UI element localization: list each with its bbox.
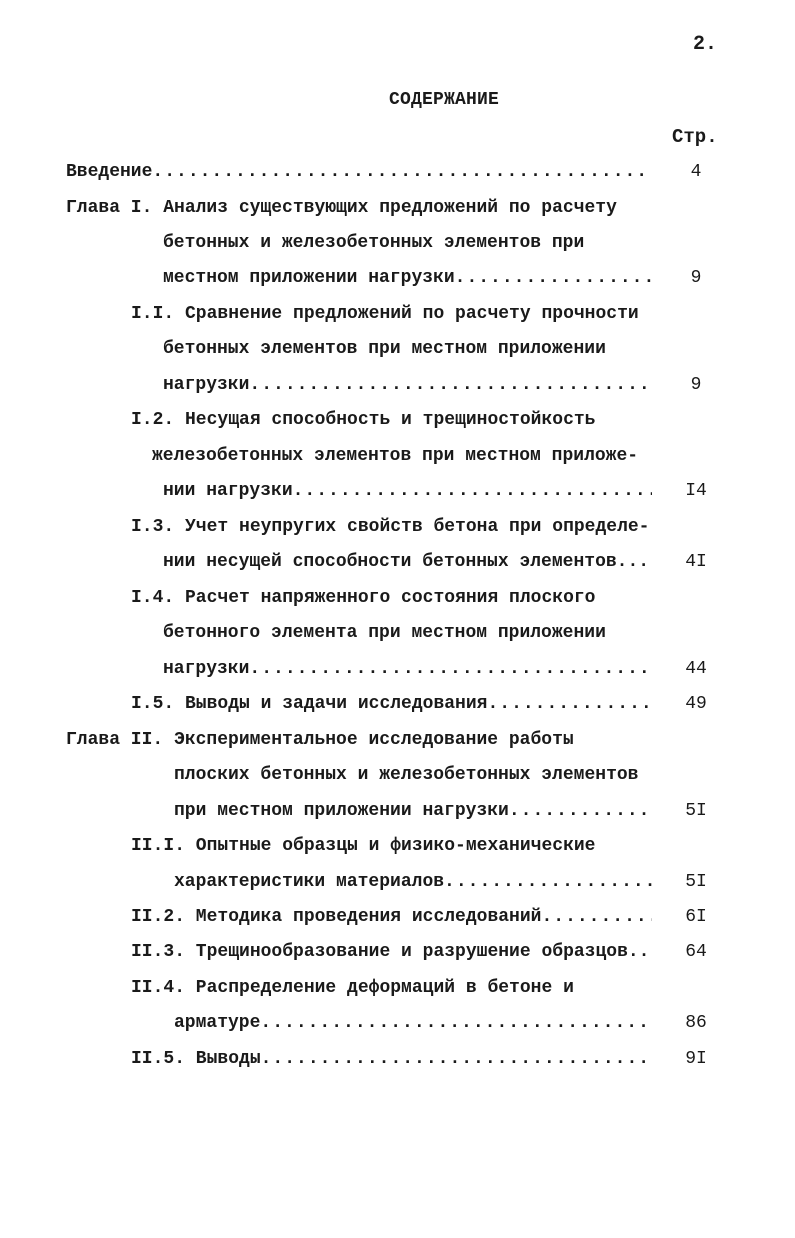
toc-entry-text <box>131 940 652 964</box>
toc-line <box>0 586 795 610</box>
toc-entry-label: I.3. Учет неупругих свойств бетона при определе- <box>131 517 650 537</box>
toc-line <box>0 940 795 964</box>
dot-leader <box>509 799 652 823</box>
toc-entry-label: местном приложении нагрузки <box>163 268 455 288</box>
toc-line <box>0 621 795 645</box>
toc-line <box>0 160 795 184</box>
toc-entry-label: I.I. Сравнение предложений по расчету прочности <box>131 304 639 324</box>
toc-entry-label: бетонного элемента при местном приложении <box>163 623 606 643</box>
dot-leader <box>249 657 652 681</box>
toc-page-number: 86 <box>685 1013 707 1033</box>
toc-entry-text <box>66 160 652 184</box>
toc-line <box>0 657 795 681</box>
toc-entry-label: плоских бетонных и железобетонных элементов <box>174 765 639 785</box>
toc-entry-label: I.4. Расчет напряженного состояния плоского <box>131 588 596 608</box>
toc-line <box>0 196 795 220</box>
toc-page-number: 64 <box>685 942 707 962</box>
toc-page-number: 5I <box>685 872 707 892</box>
toc-entry-label: Глава II. Экспериментальное исследование работы <box>66 730 574 750</box>
dot-leader <box>649 940 652 964</box>
toc-line <box>0 1047 795 1071</box>
toc-entry-label: Введение <box>66 162 153 182</box>
toc-line <box>0 408 795 432</box>
toc-entry-text <box>131 905 652 929</box>
toc-entry-label: бетонных и железобетонных элементов при <box>163 233 585 253</box>
toc-entry-label: II.5. Выводы <box>131 1049 261 1069</box>
toc-page-number: 9I <box>685 1049 707 1069</box>
toc-entry-label: при местном приложении нагрузки <box>174 801 509 821</box>
toc-line <box>0 231 795 255</box>
toc-entry-label: I.2. Несущая способность и трещиностойкость <box>131 410 596 430</box>
toc-entry-label: I.5. Выводы и задачи исследования <box>131 694 488 714</box>
toc-entry-text <box>174 870 652 894</box>
toc-line <box>0 1011 795 1035</box>
toc-entry-label: II.4. Распределение деформаций в бетоне и <box>131 978 574 998</box>
toc-entry-label: II.I. Опытные образцы и физико-механические <box>131 836 596 856</box>
toc-entry-label: II.3. Трещинообразование и разрушение образцов.. <box>131 942 650 962</box>
toc-line <box>0 266 795 290</box>
toc-line <box>0 692 795 716</box>
dot-leader <box>649 550 652 574</box>
dot-leader <box>487 692 652 716</box>
toc-line <box>0 550 795 574</box>
dot-leader <box>249 373 652 397</box>
toc-line <box>0 302 795 326</box>
toc-line <box>0 763 795 787</box>
toc-entry-label: II.2. Методика проведения исследований <box>131 907 542 927</box>
page-column-header: Стр. <box>672 126 718 148</box>
toc-entry-label: нии нагрузки <box>163 481 293 501</box>
toc-entry-text <box>174 1011 652 1035</box>
toc-entry-text <box>131 692 652 716</box>
toc-page-number: 9 <box>690 268 702 288</box>
toc-line <box>0 728 795 752</box>
dot-leader <box>455 266 652 290</box>
toc-line <box>0 834 795 858</box>
toc-entry-label: Глава I. Анализ существующих предложений по расчету <box>66 198 617 218</box>
dot-leader <box>293 479 652 503</box>
toc-page-number: 9 <box>690 375 702 395</box>
toc-entry-label: нии несущей способности бетонных элементов... <box>163 552 650 572</box>
toc-entry-label: железобетонных элементов при местном приложе- <box>152 446 639 466</box>
toc-entry-text <box>131 1047 652 1071</box>
toc-entry-label: нагрузки <box>163 375 250 395</box>
toc-line <box>0 799 795 823</box>
toc-entry-text <box>174 799 652 823</box>
toc-line <box>0 337 795 361</box>
toc-line <box>0 515 795 539</box>
toc-title: СОДЕРЖАНИЕ <box>388 90 500 110</box>
dot-leader <box>541 905 652 929</box>
toc-page-number: 5I <box>685 801 707 821</box>
toc-page-number: I4 <box>685 481 707 501</box>
toc-page-number: 4I <box>685 552 707 572</box>
toc-entry-label: характеристики материалов <box>174 872 445 892</box>
toc-line <box>0 870 795 894</box>
toc-page-number: 6I <box>685 907 707 927</box>
toc-entry-label: арматуре <box>174 1013 261 1033</box>
toc-page-number: 4 <box>690 162 702 182</box>
dot-leader <box>260 1011 652 1035</box>
toc-line <box>0 905 795 929</box>
toc-line <box>0 479 795 503</box>
toc-page-number: 49 <box>685 694 707 714</box>
toc-line <box>0 444 795 468</box>
toc-entry-label: бетонных элементов при местном приложении <box>163 339 606 359</box>
dot-leader <box>444 870 652 894</box>
toc-line <box>0 373 795 397</box>
toc-entry-label: нагрузки <box>163 659 250 679</box>
toc-entry-text <box>163 266 652 290</box>
dot-leader <box>152 160 652 184</box>
toc-entry-text <box>163 373 652 397</box>
toc-line <box>0 976 795 1000</box>
dot-leader <box>261 1047 652 1071</box>
toc-entry-text <box>163 657 652 681</box>
toc-entry-text <box>163 479 652 503</box>
toc-page-number: 44 <box>685 659 707 679</box>
toc-entry-text <box>163 550 652 574</box>
page-number: 2. <box>692 33 717 56</box>
